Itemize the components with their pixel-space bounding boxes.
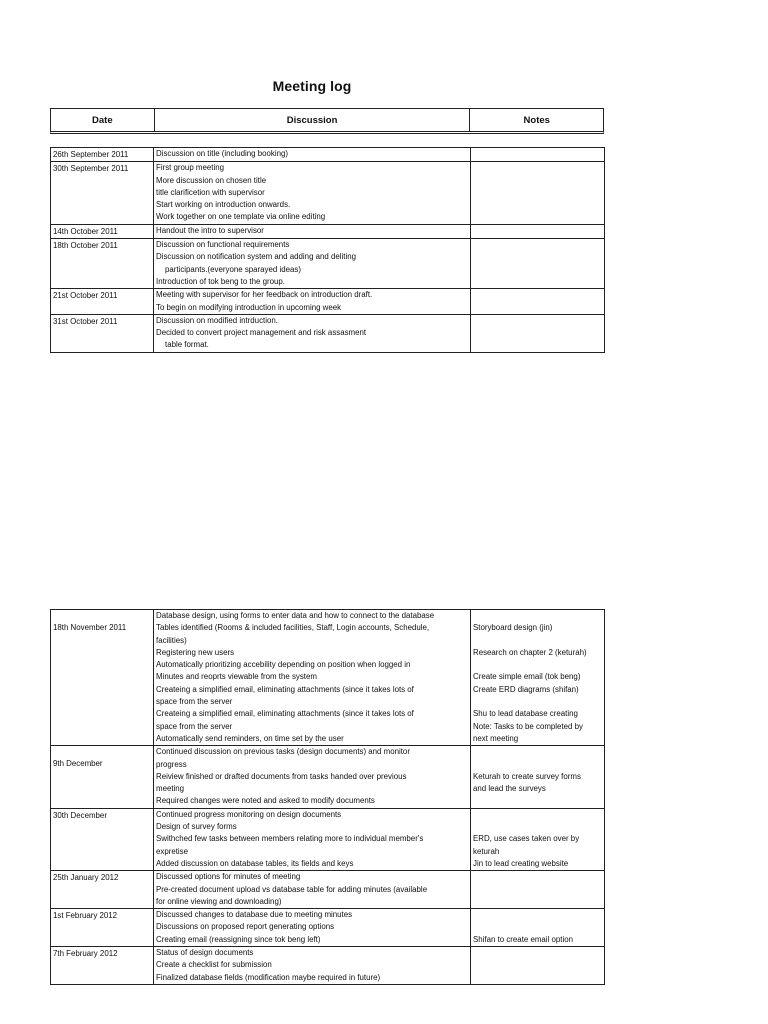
notes-cell <box>471 610 605 746</box>
notes-cell <box>471 871 605 909</box>
discussion-line: space from the server <box>156 721 233 731</box>
discussion-line: Discussion on notification system and adding and deliting <box>156 252 357 262</box>
discussion-line: Discussion on functional requirements <box>156 240 290 250</box>
table-row <box>51 148 605 162</box>
discussion-cell <box>154 746 471 808</box>
notes-cell <box>471 746 605 808</box>
date-cell <box>51 871 154 909</box>
notes-line: Create simple email (tok beng) <box>473 672 581 682</box>
meeting-log-table-1 <box>50 147 605 353</box>
discussion-line: Discussed options for minutes of meeting <box>156 872 301 882</box>
discussion-cell <box>154 289 471 315</box>
notes-line: Create ERD diagrams (shifan) <box>473 684 579 694</box>
table-row <box>51 289 605 315</box>
discussion-line: Discussions on proposed report generating options <box>156 922 335 932</box>
header-notes: Notes <box>469 109 603 131</box>
discussion-line: facilities) <box>156 635 187 645</box>
log-header <box>50 108 604 134</box>
discussion-line: progress <box>156 759 187 769</box>
discussion-line: More discussion on chosen title <box>156 175 267 185</box>
discussion-line: Minutes and reoprts viewable from the system <box>156 672 317 682</box>
page-title: Meeting log <box>272 78 352 94</box>
notes-line <box>473 921 602 933</box>
notes-line: keturah <box>473 846 500 856</box>
date-text: 30th September 2011 <box>53 164 129 174</box>
discussion-line: Added discussion on database tables, its fields and keys <box>156 858 354 868</box>
header-discussion: Discussion <box>154 109 470 131</box>
discussion-line: Handout the intro to supervisor <box>156 225 264 235</box>
discussion-line: Pre-created document upload vs database table for adding minutes (available <box>156 884 428 894</box>
discussion-line: Design of survey forms <box>156 822 237 832</box>
discussion-line: Automatically prioritizing accebility depending on position when logged in <box>156 660 411 670</box>
date-text: 9th December <box>53 759 103 769</box>
table-row <box>51 239 605 289</box>
notes-line: ERD, use cases taken over by <box>473 834 580 844</box>
discussion-line: Continued discussion on previous tasks (design documents) and monitor <box>156 747 410 757</box>
meeting-log-table-2 <box>50 609 605 985</box>
notes-line <box>473 821 602 833</box>
discussion-cell <box>154 239 471 289</box>
table-row <box>51 610 605 746</box>
date-cell <box>51 289 154 315</box>
notes-cell <box>471 808 605 870</box>
notes-line <box>473 659 602 671</box>
discussion-cell <box>154 224 471 238</box>
discussion-line: expretise <box>156 846 189 856</box>
date-cell <box>51 808 154 870</box>
notes-cell <box>471 224 605 238</box>
date-cell <box>51 162 154 224</box>
discussion-line: Createing a simplified email, eliminating attachments (since it takes lots of <box>156 709 414 719</box>
discussion-line: To begin on modifying introduction in upcoming week <box>156 302 342 312</box>
discussion-line: space from the server <box>156 697 233 707</box>
table-row <box>51 224 605 238</box>
notes-cell <box>471 148 605 162</box>
notes-line: Shifan to create email option <box>473 934 574 944</box>
notes-line: Storyboard design (jin) <box>473 623 553 633</box>
discussion-line: First group meeting <box>156 163 224 173</box>
notes-line <box>473 909 602 921</box>
discussion-line: Required changes were noted and asked to modify documents <box>156 796 375 806</box>
discussion-line: Introduction of tok beng to the group. <box>156 276 285 286</box>
date-cell <box>51 746 154 808</box>
date-cell <box>51 224 154 238</box>
date-text: 31st October 2011 <box>53 316 118 326</box>
notes-line <box>473 696 602 708</box>
discussion-line: meeting <box>156 784 185 794</box>
notes-line: Shu to lead database creating <box>473 709 578 719</box>
header-date: Date <box>92 114 113 126</box>
date-cell <box>51 239 154 289</box>
discussion-cell <box>154 148 471 162</box>
table-row <box>51 808 605 870</box>
date-cell <box>51 148 154 162</box>
table-row <box>51 314 605 352</box>
discussion-line: Swithched few tasks between members relating more to individual member's <box>156 834 424 844</box>
notes-line <box>473 809 602 821</box>
date-text: 7th February 2012 <box>53 949 118 959</box>
discussion-cell <box>154 314 471 352</box>
notes-line: Jin to lead creating website <box>473 858 569 868</box>
discussion-line: Decided to convert project management and risk assasment <box>156 328 367 338</box>
date-text: 1st February 2012 <box>53 911 118 921</box>
table-row <box>51 162 605 224</box>
discussion-line: table format. <box>165 340 209 350</box>
discussion-line: Creating email (reassigning since tok beng left) <box>156 934 321 944</box>
notes-line: Note: Tasks to be completed by <box>473 721 583 731</box>
discussion-cell <box>154 162 471 224</box>
notes-line <box>473 759 602 771</box>
date-text: 18th November 2011 <box>53 623 127 632</box>
date-cell <box>51 947 154 985</box>
notes-line: next meeting <box>473 733 519 743</box>
discussion-line: Createing a simplified email, eliminating attachments (since it takes lots of <box>156 684 414 694</box>
notes-line: Keturah to create survey forms <box>473 771 581 781</box>
discussion-line: Status of design documents <box>156 948 254 958</box>
discussion-line: Meeting with supervisor for her feedback on introduction draft. <box>156 290 373 300</box>
notes-line: Research on chapter 2 (keturah) <box>473 647 587 657</box>
date-text: 18th October 2011 <box>53 241 118 251</box>
discussion-line: Reiview finished or drafted documents from tasks handed over previous <box>156 771 407 781</box>
table-row <box>51 746 605 808</box>
notes-cell <box>471 909 605 947</box>
table-row <box>51 871 605 909</box>
date-text: 26th September 2011 <box>53 150 129 159</box>
discussion-line: participants.(everyone sparayed ideas) <box>165 264 301 274</box>
notes-line: and lead the surveys <box>473 784 546 794</box>
discussion-line: Create a checklist for submission <box>156 960 272 970</box>
notes-cell <box>471 314 605 352</box>
discussion-line: Database design, using forms to enter data and how to connect to the database <box>156 611 435 620</box>
discussion-line: title clarificetion with supervisor <box>156 187 265 197</box>
discussion-cell <box>154 871 471 909</box>
discussion-line: Tables identified (Rooms & included facilities, Staff, Login accounts, Schedule, <box>156 623 430 633</box>
discussion-line: Automatically send reminders, on time set by the user <box>156 733 344 743</box>
notes-line <box>473 635 602 647</box>
date-text: 14th October 2011 <box>53 226 118 236</box>
table-row <box>51 947 605 985</box>
discussion-cell <box>154 909 471 947</box>
date-cell <box>51 909 154 947</box>
discussion-line: for online viewing and downloading) <box>156 896 282 906</box>
discussion-line: Discussion on title (including booking) <box>156 149 289 158</box>
discussion-line: Work together on one template via online editing <box>156 212 326 222</box>
date-cell <box>51 314 154 352</box>
discussion-line: Discussed changes to database due to meeting minutes <box>156 910 353 920</box>
discussion-line: Discussion on modified intrduction. <box>156 315 278 325</box>
discussion-cell <box>154 947 471 985</box>
discussion-line: Start working on introduction onwards. <box>156 200 291 210</box>
date-text: 21st October 2011 <box>53 291 118 301</box>
date-text: 25th January 2012 <box>53 873 119 883</box>
discussion-line: Continued progress monitoring on design documents <box>156 809 342 819</box>
notes-line <box>473 746 602 758</box>
notes-cell <box>471 947 605 985</box>
notes-cell <box>471 289 605 315</box>
discussion-cell <box>154 610 471 746</box>
date-text: 30th December <box>53 810 107 820</box>
notes-line <box>473 795 602 807</box>
date-cell <box>51 610 154 746</box>
table-row <box>51 909 605 947</box>
notes-cell <box>471 239 605 289</box>
discussion-cell <box>154 808 471 870</box>
discussion-line: Finalized database fields (modification maybe required in future) <box>156 972 381 982</box>
discussion-line: Registering new users <box>156 647 235 657</box>
notes-cell <box>471 162 605 224</box>
notes-line <box>473 610 602 622</box>
